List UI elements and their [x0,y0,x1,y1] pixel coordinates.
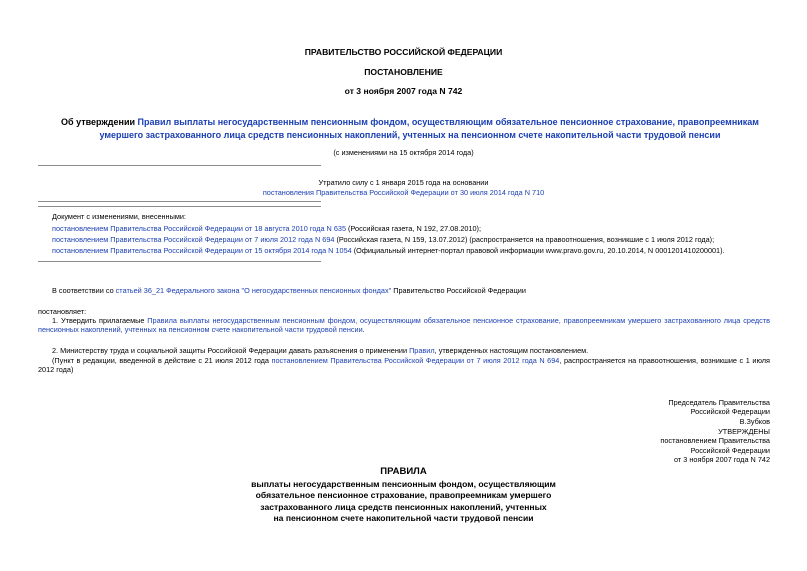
rules-link[interactable]: Правила выплаты негосударственным пенсионным фондом, осуществляющим обязательное пенсионное страхование, правопреемникам умершего застрахованного лица средств пенсионных накоплений, учтенных на пенсионном счете накопительной части трудовой пенсии [38,316,770,334]
paragraph-text: . [362,325,365,334]
note-text: , распространяется на правоотношения, возникшие с 1 июля 2012 года) [38,356,770,374]
paragraph-1 [38,316,770,334]
amendment-source: (Российская газета, N 159, 13.07.2012) (распространяется на правоотношения, возникшие с 1 июля 2012 года); [334,235,715,244]
amendment-item [52,235,714,244]
divider [38,206,321,207]
rules-subtitle-line: на пенсионном счете накопительной части трудовой пенсии [273,513,534,524]
government-heading: ПРАВИТЕЛЬСТВО РОССИЙСКОЙ ФЕДЕРАЦИИ [304,47,503,57]
approved-block [660,427,770,465]
rules-title: ПРАВИЛА [380,466,427,477]
amendment-item [52,224,481,233]
amendment-link[interactable]: постановлением Правительства Российской Федерации от 15 октября 2014 года N 1054 [52,246,352,255]
preamble-law-link[interactable]: статьей 36_21 Федерального закона "О негосударственных пенсионных фондах" [115,286,392,295]
divider [38,165,321,166]
note-text: (Пункт в редакции, введенной в действие с 21 июля 2012 года [52,356,272,365]
paragraph-text: , утвержденных настоящим постановлением. [434,346,589,355]
expired-basis-link[interactable]: постановления Правительства Российской Федерации от 30 июля 2014 года N 710 [262,188,545,197]
document-title [52,116,768,141]
rules-short-link[interactable]: Правил [409,346,435,355]
rules-subtitle-line: застрахованного лица средств пенсионных накоплений, учтенных [260,501,547,512]
paragraph-text: 1. Утвердить прилагаемые [52,316,148,325]
amendment-link[interactable]: постановлением Правительства Российской Федерации от 18 августа 2010 года N 635 [52,224,347,233]
divider [38,201,321,202]
divider [38,261,321,262]
rules-subtitle-line: выплаты негосударственным пенсионным фондом, осуществляющим [251,479,556,489]
title-prefix: Об утверждении [61,117,138,127]
approved-date: от 3 ноября 2007 года N 742 [674,455,770,465]
document-type: ПОСТАНОВЛЕНИЕ [364,67,443,77]
amendment-source: (Российская газета, N 192, 27.08.2010); [346,224,482,233]
amendments-intro: Документ с изменениями, внесенными: [52,212,186,221]
paragraph-2 [52,346,588,355]
approved-country: Российской Федерации [690,445,770,455]
rules-subtitle-line: обязательное пенсионное страхование, правопреемникам умершего [255,490,552,501]
signature-block [668,398,770,426]
preamble [52,286,526,295]
paragraph-text: 2. Министерству труда и социальной защиты Российской Федерации давать разъяснения о применении [52,346,410,355]
decrees-label: постановляет: [38,307,87,316]
amendment-item [52,246,725,255]
approved-label: УТВЕРЖДЕНЫ [718,427,770,436]
signature-country: Российской Федерации [690,407,770,417]
expired-basis-line [0,188,807,197]
signature-name: В.Зубков [739,416,770,426]
amendment-link[interactable]: постановлением Правительства Российской Федерации от 7 июля 2012 года N 694 [52,235,335,244]
amendment-source: (Официальный интернет-портал правовой информации www.pravo.gov.ru, 20.10.2014, N 0001201410200001). [351,246,725,255]
document-date-number: от 3 ноября 2007 года N 742 [344,86,463,96]
rules-subtitle [0,479,807,525]
title-link[interactable]: Правил выплаты негосударственным пенсионным фондом, осуществляющим обязательное пенсионное страхование, правопреемникам умершего застрахованного лица средств пенсионных накоплений, учтенных на пенсионном счете накопительной части трудовой пенсии [99,117,759,140]
expired-notice: Утратило силу с 1 января 2015 года на основании [318,178,489,187]
preamble-text: Правительство Российской Федерации [391,286,526,295]
changes-note: (с изменениями на 15 октября 2014 года) [333,148,474,157]
preamble-text: В соответствии со [52,286,116,295]
signature-position: Председатель Правительства [668,398,770,407]
paragraph-2-note [38,356,770,374]
note-link[interactable]: постановлением Правительства Российской Федерации от 7 июля 2012 года N 694 [271,356,560,365]
approved-by: постановлением Правительства [660,436,770,446]
